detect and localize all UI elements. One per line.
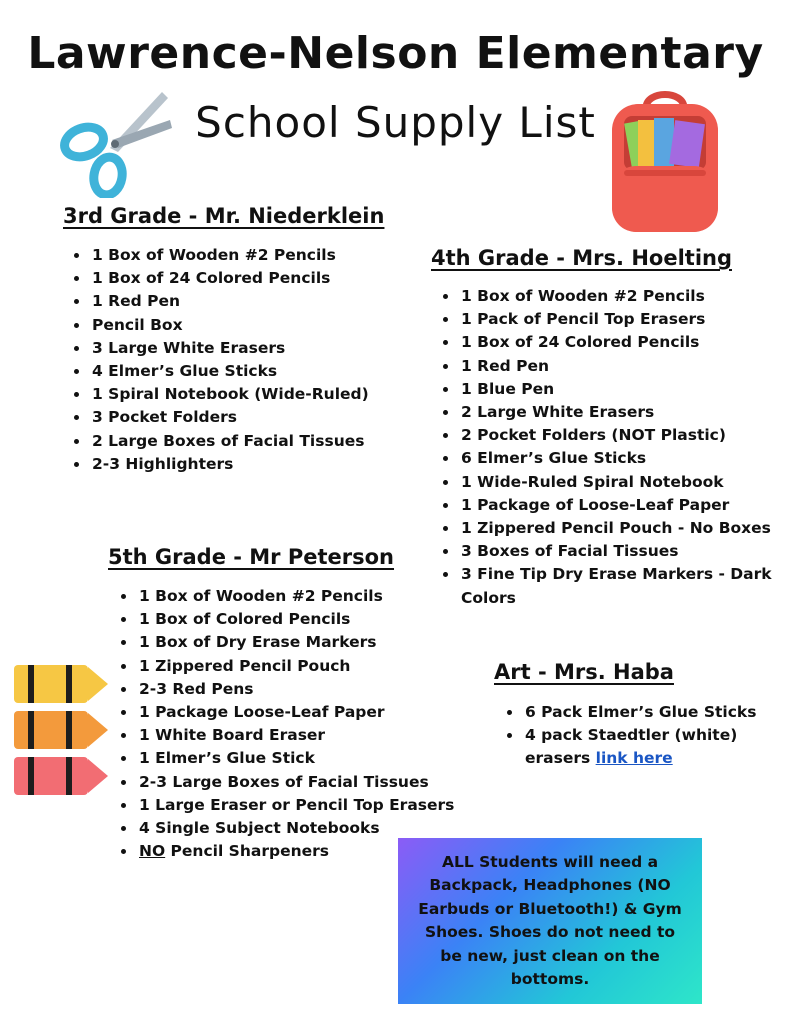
list-item: • 1 Box of Colored Pencils (137, 608, 454, 631)
list-item: • 1 Red Pen (459, 355, 791, 378)
list-item: • 2-3 Large Boxes of Facial Tissues (137, 771, 454, 794)
list-item: • 3 Large White Erasers (90, 337, 369, 360)
list-item: • 1 Elmer’s Glue Stick (137, 747, 454, 770)
staedtler-link[interactable]: link here (595, 749, 673, 768)
list-item: • 2-3 Red Pens (137, 678, 454, 701)
list-item: • 3 Boxes of Facial Tissues (459, 540, 791, 563)
scissors-icon (58, 86, 178, 198)
list-item: • 1 Pack of Pencil Top Erasers (459, 308, 791, 331)
list-item: • 4 Elmer’s Glue Sticks (90, 360, 369, 383)
list-item: • 2-3 Highlighters (90, 453, 369, 476)
list-item: • 6 Elmer’s Glue Sticks (459, 447, 791, 470)
grade3-list (64, 244, 369, 476)
art-heading: Art - Mrs. Haba (494, 660, 674, 684)
list-item: • 1 Red Pen (90, 290, 369, 313)
list-item: • 1 Spiral Notebook (Wide-Ruled) (90, 383, 369, 406)
grade3-heading: 3rd Grade - Mr. Niederklein (63, 204, 385, 228)
list-item: • 2 Pocket Folders (NOT Plastic) (459, 424, 791, 447)
list-item: • 1 Zippered Pencil Pouch (137, 655, 454, 678)
all-students-note (398, 838, 702, 1004)
page-subtitle: School Supply List (195, 98, 596, 147)
no-emphasis: NO (139, 842, 166, 861)
list-item: • 2 Large White Erasers (459, 401, 791, 424)
art-list (497, 701, 791, 771)
list-item (523, 724, 791, 770)
list-item: • 1 Box of Dry Erase Markers (137, 631, 454, 654)
grade5-heading: 5th Grade - Mr Peterson (108, 545, 395, 569)
list-item: • 2 Large Boxes of Facial Tissues (90, 430, 369, 453)
note-text: ALL Students will need a Backpack, Headphones (NO Earbuds or Bluetooth!) & Gym Shoes. Shoes do not need to be new, just clean on the bottoms. (418, 852, 682, 988)
list-item: • 1 Wide-Ruled Spiral Notebook (459, 471, 791, 494)
list-item-text: 4 pack Staedtler (white) erasers (525, 726, 738, 768)
list-item: • 1 Blue Pen (459, 378, 791, 401)
list-item: • 1 Box of 24 Colored Pencils (459, 331, 791, 354)
list-item: • 1 Large Eraser or Pencil Top Erasers (137, 794, 454, 817)
crayons-icon (14, 662, 110, 798)
grade5-list (111, 585, 454, 863)
list-item: • 1 White Board Eraser (137, 724, 454, 747)
school-name: Lawrence-Nelson Elementary (27, 28, 764, 79)
list-item: • 1 Package Loose-Leaf Paper (137, 701, 454, 724)
list-item: • 3 Fine Tip Dry Erase Markers - Dark Colors (459, 563, 791, 609)
list-item: • 4 Single Subject Notebooks (137, 817, 454, 840)
list-item: • 3 Pocket Folders (90, 406, 369, 429)
grade4-list (433, 285, 791, 610)
list-item: • 1 Zippered Pencil Pouch - No Boxes (459, 517, 791, 540)
list-item-text: Pencil Sharpeners (165, 842, 329, 861)
backpack-icon (606, 86, 724, 236)
list-item: • 1 Package of Loose-Leaf Paper (459, 494, 791, 517)
list-item: • 1 Box of Wooden #2 Pencils (459, 285, 791, 308)
grade4-heading: 4th Grade - Mrs. Hoelting (431, 246, 732, 270)
list-item: • Pencil Box (90, 314, 369, 337)
list-item: • 6 Pack Elmer’s Glue Sticks (523, 701, 791, 724)
list-item: • 1 Box of Wooden #2 Pencils (90, 244, 369, 267)
list-item: • 1 Box of Wooden #2 Pencils (137, 585, 454, 608)
list-item: • 1 Box of 24 Colored Pencils (90, 267, 369, 290)
